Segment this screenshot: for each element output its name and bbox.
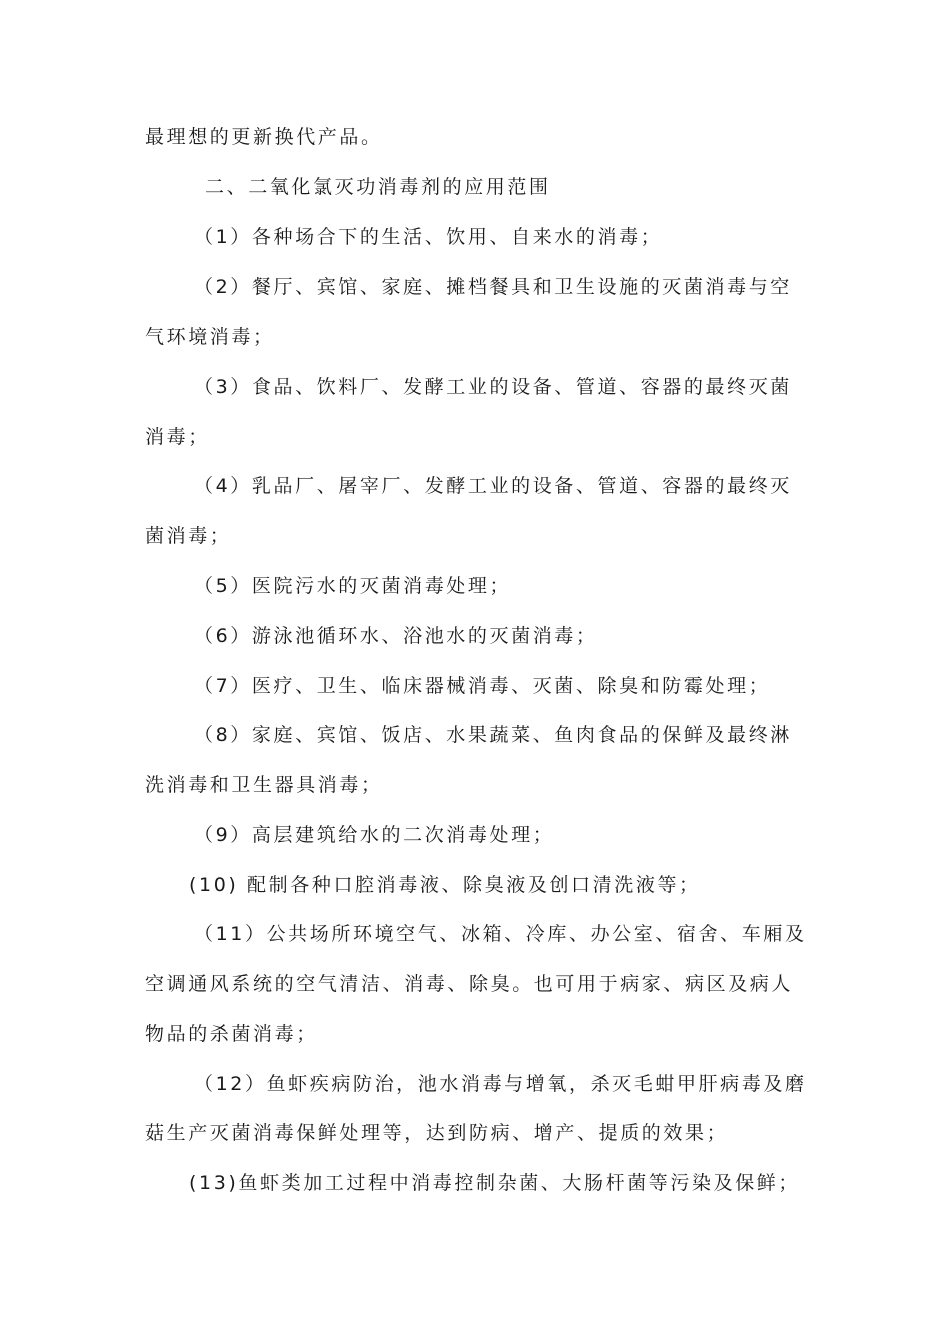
list-item-continuation: 空调通风系统的空气清洁、消毒、除臭。也可用于病家、病区及病人 [145, 973, 794, 995]
list-item-continuation: 菇生产灭菌消毒保鲜处理等，达到防病、增产、提质的效果； [145, 1122, 729, 1144]
list-item-continuation: 气环境消毒； [145, 326, 275, 348]
list-item: （12）鱼虾疾病防治，池水消毒与增氧，杀灭毛蚶甲肝病毒及磨 [194, 1073, 807, 1095]
list-item: （6）游泳池循环水、浴池水的灭菌消毒； [194, 625, 598, 647]
list-item: （2）餐厅、宾馆、家庭、摊档餐具和卫生设施的灭菌消毒与空 [194, 276, 792, 298]
list-item: (13)鱼虾类加工过程中消毒控制杂菌、大肠杆菌等污染及保鲜； [189, 1172, 801, 1194]
list-item: （9）高层建筑给水的二次消毒处理； [194, 824, 555, 846]
list-item-continuation: 消毒； [145, 426, 210, 448]
list-item: （4）乳品厂、屠宰厂、发酵工业的设备、管道、容器的最终灭 [194, 475, 792, 497]
list-item-continuation: 洗消毒和卫生器具消毒； [145, 774, 383, 796]
list-item: （3）食品、饮料厂、发酵工业的设备、管道、容器的最终灭菌 [194, 376, 792, 398]
list-item-continuation: 菌消毒； [145, 525, 232, 547]
list-item: (10) 配制各种口腔消毒液、除臭液及创口清洗液等； [189, 874, 701, 896]
list-item: （8）家庭、宾馆、饭店、水果蔬菜、鱼肉食品的保鲜及最终淋 [194, 724, 792, 746]
list-item: （1）各种场合下的生活、饮用、自来水的消毒； [194, 226, 663, 248]
list-item: （5）医院污水的灭菌消毒处理； [194, 575, 512, 597]
list-item: （11）公共场所环境空气、冰箱、冷库、办公室、宿舍、车厢及 [194, 923, 807, 945]
list-item-continuation: 物品的杀菌消毒； [145, 1023, 318, 1045]
list-item: （7）医疗、卫生、临床器械消毒、灭菌、除臭和防霉处理； [194, 675, 771, 697]
paragraph-continuation: 最理想的更新换代产品。 [145, 126, 383, 148]
section-heading: 二、二氧化氯灭功消毒剂的应用范围 [205, 176, 551, 198]
